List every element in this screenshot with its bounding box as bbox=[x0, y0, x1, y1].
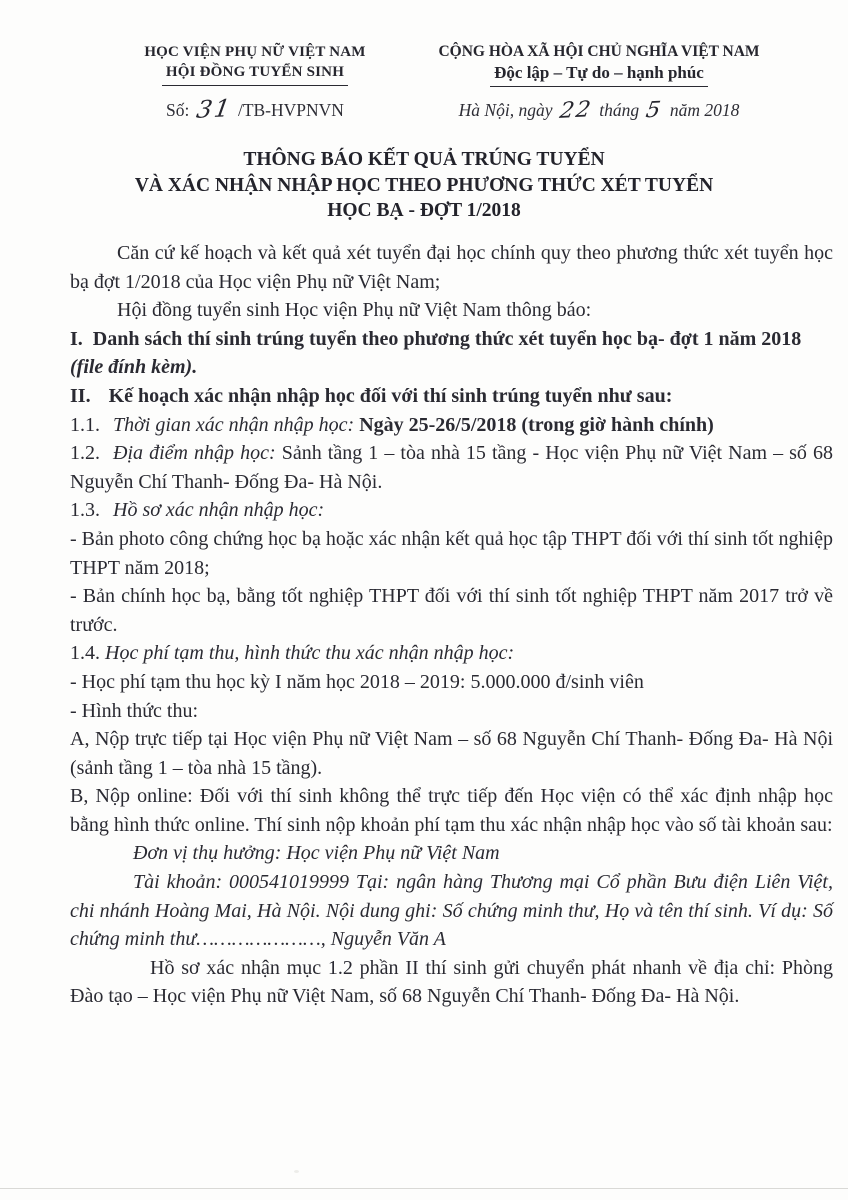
item-1-1-label: Thời gian xác nhận nhập học: bbox=[113, 413, 355, 436]
issuer-council-name: HỘI ĐỒNG TUYỂN SINH bbox=[162, 62, 348, 86]
bullet-photo-copy: - Bản photo công chứng học bạ hoặc xác nhận kết quả học tập THPT đối với thí sinh tốt nghiệp THPT năm 2018; bbox=[70, 527, 833, 579]
scan-edge-line bbox=[0, 1188, 848, 1189]
item-1-2-number: 1.2. bbox=[70, 442, 100, 465]
national-motto-line2-wrap bbox=[425, 63, 773, 87]
bullet-payment-method: - Hình thức thu: bbox=[70, 699, 199, 722]
national-header-block bbox=[425, 42, 773, 124]
title-line-2: VÀ XÁC NHẬN NHẬP HỌC THEO PHƯƠNG THỨC XÉT TUYỂN bbox=[134, 174, 714, 196]
item-1-3-label: Hồ sơ xác nhận nhập học: bbox=[113, 499, 325, 522]
dateline-place: Hà Nội, ngày bbox=[458, 100, 553, 120]
item-1-2-label: Địa điểm nhập học: bbox=[113, 442, 276, 465]
title-line-1: THÔNG BÁO KẾT QUẢ TRÚNG TUYỂN bbox=[243, 149, 605, 170]
scan-speck bbox=[294, 1170, 299, 1173]
section-1-text: Danh sách thí sinh trúng tuyển theo phương thức xét tuyển học bạ- đợt 1 năm 2018 bbox=[92, 327, 802, 350]
item-1-2-text: Sảnh tầng 1 – tòa nhà 15 tầng - Học viện Phụ nữ Việt Nam – số 68 Nguyễn Chí Thanh- Đống Đa- Hà Nội. bbox=[70, 442, 834, 493]
document-number-suffix: /TB-HVPNVN bbox=[237, 100, 344, 120]
title-line-3: HỌC BẠ - ĐỢT 1/2018 bbox=[327, 200, 521, 221]
dateline-year: năm 2018 bbox=[669, 100, 740, 120]
item-1-3 bbox=[70, 496, 833, 525]
issuer-block bbox=[130, 42, 380, 86]
document-body bbox=[70, 239, 833, 1011]
bullet-original-transcript: - Bản chính học bạ, bằng tốt nghiệp THPT đối với thí sinh tốt nghiệp THPT năm 2017 trở về trước. bbox=[70, 585, 833, 636]
dateline bbox=[425, 97, 773, 124]
dateline-month-word: tháng bbox=[599, 100, 640, 120]
item-1-3-number: 1.3. bbox=[70, 499, 100, 522]
account-details: Tài khoản: 000541019999 Tại: ngân hàng Thương mại Cổ phần Bưu điện Liên Việt, chi nhánh Hoàng Mai, Hà Nội. Nội dung ghi: Số chứng minh thư, Họ và tên thí sinh. Ví dụ: Số chứng minh thư…………………, Nguyễn Văn A bbox=[70, 871, 833, 951]
item-1-4-number: 1.4. bbox=[70, 642, 100, 665]
section-2-text: Kế hoạch xác nhận nhập học đối với thí sinh trúng tuyển như sau: bbox=[108, 384, 673, 407]
beneficiary-line: Đơn vị thụ hưởng: Học viện Phụ nữ Việt Nam bbox=[133, 842, 500, 865]
handwritten-month: 5 bbox=[644, 97, 665, 124]
item-1-1 bbox=[70, 411, 833, 440]
section-2-heading bbox=[70, 382, 833, 411]
handwritten-day: 22 bbox=[557, 97, 595, 124]
handwritten-document-number: 31 bbox=[194, 94, 235, 124]
national-motto-line2: Độc lập – Tự do – hạnh phúc bbox=[490, 63, 708, 87]
paragraph-announcement: Hội đồng tuyển sinh Học viện Phụ nữ Việt Nam thông báo: bbox=[117, 299, 592, 322]
document-title bbox=[0, 147, 848, 224]
issuer-org-name: HỌC VIỆN PHỤ NỮ VIỆT NAM bbox=[144, 44, 366, 60]
item-1-2 bbox=[70, 439, 833, 496]
bullet-tuition-fee: - Học phí tạm thu học kỳ I năm học 2018 – 2019: 5.000.000 đ/sinh viên bbox=[70, 670, 644, 693]
document-number-label: Số: bbox=[166, 100, 190, 120]
mailing-address-paragraph: Hồ sơ xác nhận mục 1.2 phần II thí sinh gửi chuyển phát nhanh về địa chỉ: Phòng Đào tạo – Học viện Phụ nữ Việt Nam, số 68 Nguyễn Chí Thanh- Đống Đa- Hà Nội. bbox=[70, 956, 833, 1008]
item-1-1-value: Ngày 25-26/5/2018 (trong giờ hành chính) bbox=[359, 413, 714, 436]
document-number-line bbox=[130, 94, 380, 124]
section-2-number: II. bbox=[70, 384, 91, 407]
national-motto-line1: CỘNG HÒA XÃ HỘI CHỦ NGHĨA VIỆT NAM bbox=[438, 43, 760, 60]
item-1-4 bbox=[70, 639, 833, 668]
section-1-number: I. bbox=[70, 327, 83, 350]
issuer-council-wrap bbox=[130, 62, 380, 86]
section-1-heading bbox=[70, 325, 833, 382]
section-1-attachment-note: (file đính kèm). bbox=[70, 356, 198, 379]
item-1-1-number: 1.1. bbox=[70, 413, 100, 436]
option-a-direct-payment: A, Nộp trực tiếp tại Học viện Phụ nữ Việt Nam – số 68 Nguyễn Chí Thanh- Đống Đa- Hà Nội (sảnh tầng 1 – tòa nhà 15 tầng). bbox=[70, 728, 833, 779]
item-1-4-label: Học phí tạm thu, hình thức thu xác nhận nhập học: bbox=[105, 642, 515, 665]
option-b-online-payment: B, Nộp online: Đối với thí sinh không thể trực tiếp đến Học viện có thể xác định nhập học bằng hình thức online. Thí sinh nộp khoản phí tạm thu xác nhận nhập học vào số tài khoản sau: bbox=[70, 785, 833, 836]
paragraph-legal-basis: Căn cứ kế hoạch và kết quả xét tuyển đại học chính quy theo phương thức xét tuyển học bạ đợt 1/2018 của Học viện Phụ nữ Việt Nam; bbox=[70, 242, 833, 293]
